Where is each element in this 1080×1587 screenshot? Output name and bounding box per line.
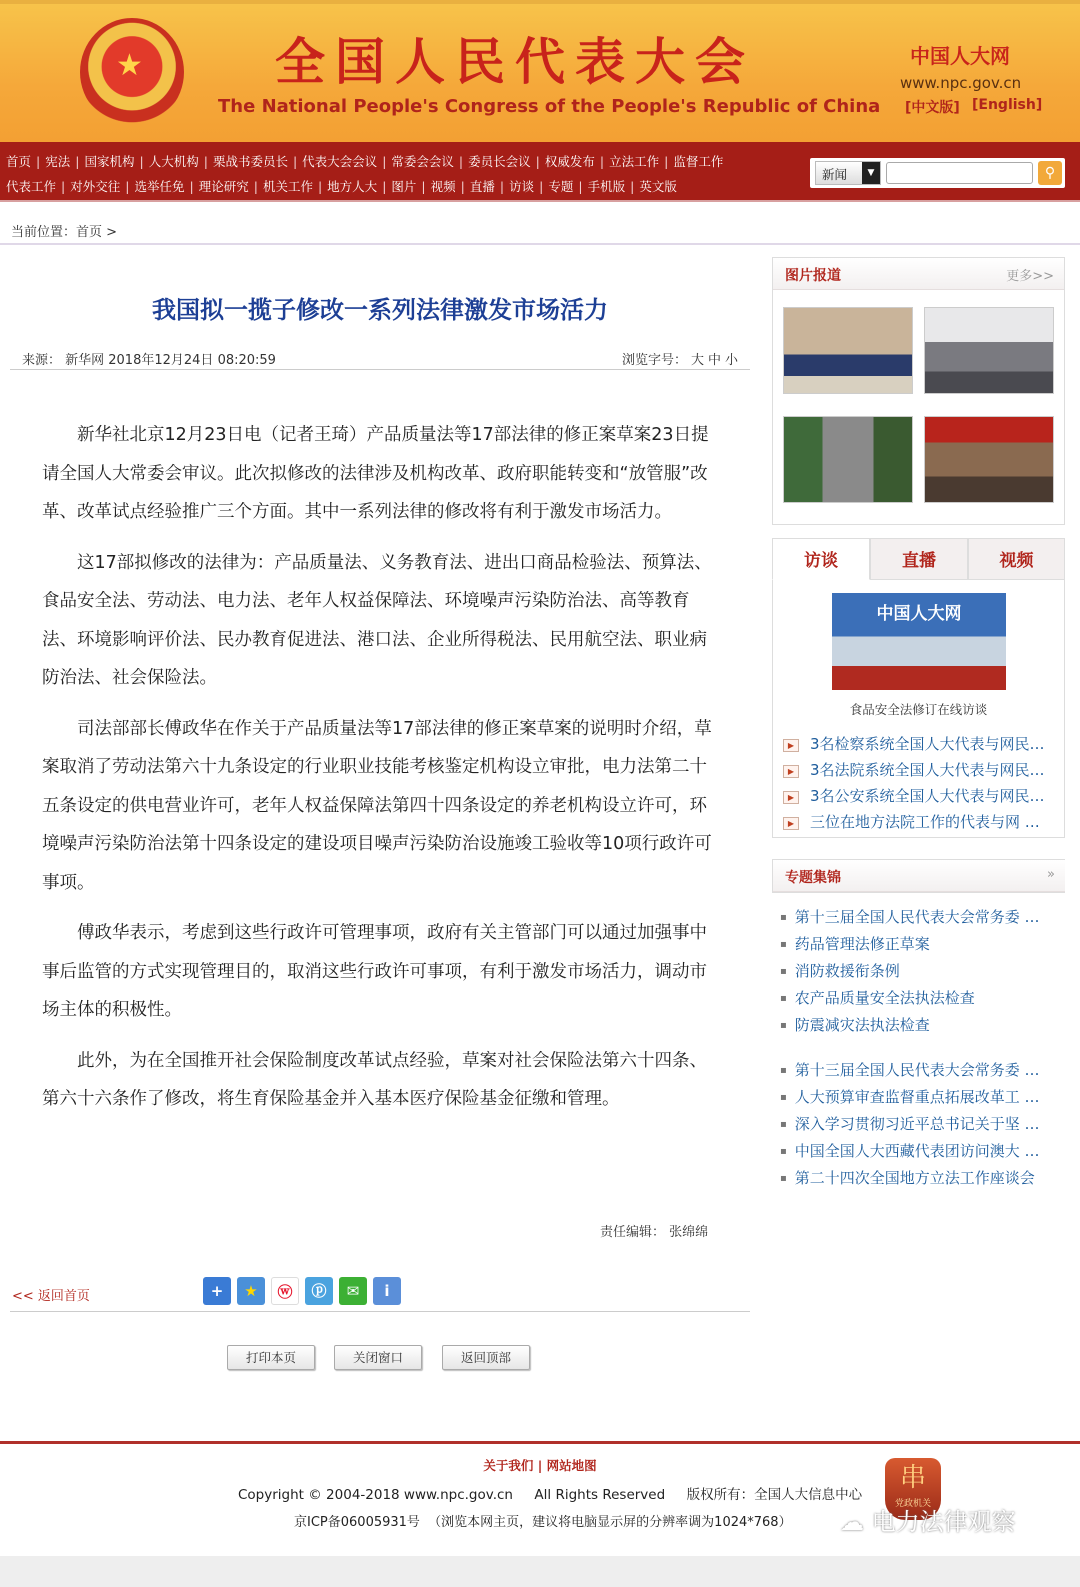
nav-item[interactable]: 手机版 xyxy=(587,179,626,194)
search-icon: ⚲ xyxy=(1044,165,1056,181)
font-small-button[interactable]: 小 xyxy=(724,353,738,368)
list-item-label: 3名法院系统全国人大代表与网民… xyxy=(810,761,1045,779)
share-wechat-icon[interactable]: ✉ xyxy=(339,1277,367,1305)
search-input[interactable] xyxy=(886,162,1033,184)
nav-separator: | xyxy=(499,179,505,194)
nav-separator: | xyxy=(292,154,298,169)
topics-box xyxy=(772,859,1065,893)
nav-item[interactable]: 访谈 xyxy=(509,179,535,194)
topics-header xyxy=(773,860,1065,892)
nav-separator: | xyxy=(421,179,426,194)
topic-item[interactable]: ▪ 农产品质量安全法执法检查 xyxy=(780,985,1040,1012)
site-subtitle: The National People's Congress of the People's Republic of China xyxy=(218,96,881,117)
about-us-link[interactable]: 关于我们 xyxy=(483,1458,534,1473)
video-thumbnail[interactable] xyxy=(832,593,1006,690)
nav-separator: | xyxy=(139,154,144,169)
topic-item[interactable]: ▪ 第二十四次全国地方立法工作座谈会 xyxy=(780,1165,1040,1192)
topic-item[interactable]: ▪ 深入学习贯彻习近平总书记关于坚 … xyxy=(780,1111,1040,1138)
nav-item[interactable]: 委员长会议 xyxy=(468,154,531,169)
nav-item[interactable]: 常委会会议 xyxy=(391,154,454,169)
article-source: 来源： 新华网 2018年12月24日 08:20:59 xyxy=(22,353,276,368)
nav-item[interactable]: 栗战书委员长 xyxy=(212,154,288,169)
nav-separator: | xyxy=(203,154,208,169)
list-item[interactable] xyxy=(783,731,1045,757)
tab-interview[interactable]: 访谈 xyxy=(772,538,870,580)
nav-separator: | xyxy=(125,179,130,194)
wechat-icon: ☁ xyxy=(840,1508,872,1536)
nav-separator: | xyxy=(36,154,41,169)
topic-item[interactable]: ▪ 防震减灾法执法检查 xyxy=(780,1012,1040,1039)
tab-video[interactable]: 视频 xyxy=(968,538,1065,580)
government-badge-label: 党政机关 xyxy=(894,1499,931,1509)
nav-separator: | xyxy=(382,154,387,169)
font-medium-button[interactable]: 中 xyxy=(707,353,721,368)
nav-item[interactable]: 权威发布 xyxy=(544,154,595,169)
search-category-value: 新闻 xyxy=(822,167,848,182)
nav-separator: | xyxy=(460,179,465,194)
print-button[interactable]: 打印本页 xyxy=(227,1345,315,1370)
editor-credit: 责任编辑： 张绵绵 xyxy=(600,1225,709,1240)
share-more-icon[interactable]: + xyxy=(203,1277,231,1305)
list-item-label: 三位在地方法院工作的代表与网 … xyxy=(810,813,1040,831)
nav-item[interactable]: 对外交往 xyxy=(70,179,121,194)
list-item-label: 3名公安系统全国人大代表与网民… xyxy=(810,787,1045,805)
photo-report-header xyxy=(773,258,1064,290)
nav-item[interactable]: 监督工作 xyxy=(673,154,724,169)
site-title: 全国人民代表大会 xyxy=(275,32,755,91)
nav-item[interactable]: 英文版 xyxy=(639,179,677,194)
lang-english-link[interactable]: [English] xyxy=(972,97,1043,113)
article-title: 我国拟一揽子修改一系列法律激发市场活力 xyxy=(152,296,608,324)
nav-separator: | xyxy=(458,154,464,169)
nav-separator: | xyxy=(253,179,258,194)
topic-item[interactable]: ▪ 消防救援衔条例 xyxy=(780,958,1040,985)
nav-row-2 xyxy=(6,177,677,195)
topic-item[interactable]: ▪ 第十三届全国人民代表大会常务委 … xyxy=(780,1057,1040,1084)
nav-separator: | xyxy=(535,154,540,169)
share-tencent-weibo-icon[interactable]: ⓟ xyxy=(305,1277,333,1305)
share-qzone-icon[interactable]: ★ xyxy=(237,1277,265,1305)
list-item[interactable] xyxy=(783,783,1045,809)
topic-item[interactable]: ▪ 中国全国人大西藏代表团访问澳大 … xyxy=(780,1138,1040,1165)
share-renren-icon[interactable]: i xyxy=(373,1277,401,1305)
nav-separator: | xyxy=(189,179,194,194)
nav-item[interactable]: 视频 xyxy=(430,179,456,194)
nav-item[interactable]: 专题 xyxy=(548,179,574,194)
nav-separator: | xyxy=(539,179,544,194)
site-logo[interactable]: 中国人大网 xyxy=(910,44,1010,68)
news-photo[interactable] xyxy=(924,307,1054,394)
nav-item[interactable]: 国家机构 xyxy=(84,154,135,169)
paragraph: 司法部部长傅政华在作关于产品质量法等17部法律的修正案草案的说明时介绍，草案取消了劳动法第六十九条设定的行业职业技能考核鉴定机构设立审批，电力法第二十五条设定的供电营业许可，老年人权益保障法第四十四条设定的养老机构设立许可，环境噪声污染防治法第十四条设定的建设项目噪声污染防治设施竣工验收等10项行政许可事项。 xyxy=(42,718,712,893)
search-button[interactable] xyxy=(1038,161,1062,185)
topic-item[interactable]: ▪ 人大预算审查监督重点拓展改革工 … xyxy=(780,1084,1040,1111)
list-item-label: 3名检察系统全国人大代表与网民… xyxy=(810,735,1045,753)
nav-separator: | xyxy=(61,179,66,194)
share-bar xyxy=(203,1277,401,1305)
nav-separator: | xyxy=(599,154,605,169)
font-size-controls xyxy=(622,349,738,368)
nav-item[interactable]: 代表工作 xyxy=(6,179,57,194)
divider xyxy=(0,243,1080,245)
dropdown-arrow-icon: ▼ xyxy=(862,162,880,184)
news-photo[interactable] xyxy=(783,307,913,394)
back-to-top-button[interactable]: 返回顶部 xyxy=(442,1345,530,1370)
nav-separator: | xyxy=(630,179,635,194)
nav-item[interactable]: 地方人大 xyxy=(327,179,378,194)
wechat-watermark: ☁ 电力法律观察 xyxy=(840,1508,1016,1536)
divider xyxy=(10,1311,750,1312)
news-photo[interactable] xyxy=(924,416,1054,503)
topics-list-1 xyxy=(780,904,1040,1039)
nav-separator: | xyxy=(664,154,669,169)
nav-item[interactable]: 理论研究 xyxy=(198,179,249,194)
footer-links: 关于我们 | 网站地图 xyxy=(483,1458,597,1473)
font-size-label: 浏览字号： xyxy=(621,353,687,368)
close-window-button[interactable]: 关闭窗口 xyxy=(334,1345,422,1370)
nav-item[interactable]: 首页 xyxy=(6,154,32,169)
nav-item[interactable]: 直播 xyxy=(469,179,495,194)
topics-title: 专题集锦 xyxy=(785,870,841,886)
site-url: www.npc.gov.cn xyxy=(900,74,1022,92)
share-weibo-icon[interactable]: ⓦ xyxy=(271,1277,299,1305)
photo-report-title: 图片报道 xyxy=(785,268,841,284)
video-caption[interactable]: 食品安全法修订在线访谈 xyxy=(849,702,988,717)
back-home-link[interactable]: << 返回首页 xyxy=(12,1289,90,1304)
arrow-icon: ▶ xyxy=(783,817,799,830)
topics-list-2 xyxy=(780,1057,1040,1192)
icp-record: 京ICP备06005931号 （浏览本网主页，建议将电脑显示屏的分辨率调为1024*768） xyxy=(294,1515,792,1530)
government-badge-icon: 串 xyxy=(899,1463,926,1493)
news-photo[interactable] xyxy=(783,416,913,503)
nav-item[interactable]: 选举任免 xyxy=(134,179,185,194)
paragraph: 这17部拟修改的法律为：产品质量法、义务教育法、进出口商品检验法、预算法、食品安全法、劳动法、电力法、老年人权益保障法、环境噪声污染防治法、高等教育法、环境影响评价法、民办教育促进法、港口法、企业所得税法、民用航空法、职业病防治法、社会保险法。 xyxy=(42,552,712,688)
nav-separator: | xyxy=(75,154,80,169)
sitemap-link[interactable]: 网站地图 xyxy=(546,1458,597,1473)
nav-item[interactable]: 人大机构 xyxy=(148,154,199,169)
nav-item[interactable]: 图片 xyxy=(391,179,417,194)
video-overlay-text: 中国人大网 xyxy=(876,604,962,624)
arrow-icon: ▶ xyxy=(783,739,799,752)
tab-live[interactable]: 直播 xyxy=(870,538,968,580)
nav-item[interactable]: 立法工作 xyxy=(609,154,660,169)
paragraph: 新华社北京12月23日电（记者王琦）产品质量法等17部法律的修正案草案23日提请全国人大常委会审议。此次拟修改的法律涉及机构改革、政府职能转变和“放管服”改革、改革试点经验推广三个方面。其中一系列法律的修改将有利于激发市场活力。 xyxy=(42,425,709,522)
arrow-icon: ▶ xyxy=(783,765,799,778)
national-emblem-icon: ★ xyxy=(80,18,184,126)
topic-item[interactable]: ▪ 第十三届全国人民代表大会常务委 … xyxy=(780,904,1040,931)
article-meta xyxy=(10,346,750,370)
list-item[interactable] xyxy=(783,757,1045,783)
list-item[interactable] xyxy=(783,809,1045,835)
lang-chinese-link[interactable]: [中文版] xyxy=(905,100,960,116)
nav-row-1 xyxy=(6,152,723,170)
nav-separator: | xyxy=(578,179,583,194)
interview-list xyxy=(783,731,1045,835)
nav-separator: | xyxy=(382,179,387,194)
nav-item[interactable]: 宪法 xyxy=(45,154,71,169)
more-link[interactable]: 更多>> xyxy=(1006,269,1054,284)
paragraph: 傅政华表示，考虑到这些行政许可管理事项，政府有关主管部门可以通过加强事中事后监管的方式实现管理目的，取消这些行政许可事项，有利于激发市场活力，调动市场主体的积极性。 xyxy=(42,923,707,1020)
topic-item[interactable]: ▪ 药品管理法修正草案 xyxy=(780,931,1040,958)
topics-more-icon[interactable]: » xyxy=(1047,867,1055,882)
breadcrumb: 当前位置：首页 > xyxy=(11,225,118,240)
article-body xyxy=(42,416,722,1131)
footer-divider xyxy=(0,1441,1080,1444)
nav-item[interactable]: 机关工作 xyxy=(262,179,313,194)
nav-separator: | xyxy=(317,179,323,194)
font-large-button[interactable]: 大 xyxy=(690,353,704,368)
copyright: Copyright © 2004-2018 www.npc.gov.cn All Rights Reserved 版权所有：全国人大信息中心 xyxy=(238,1487,863,1503)
arrow-icon: ▶ xyxy=(783,791,799,804)
nav-item[interactable]: 代表大会会议 xyxy=(302,154,378,169)
paragraph: 此外，为在全国推开社会保险制度改革试点经验，草案对社会保险法第六十四条、第六十六条作了修改，将生育保险基金并入基本医疗保险基金征缴和管理。 xyxy=(42,1050,707,1109)
search-category-select[interactable] xyxy=(815,161,881,185)
bottom-band xyxy=(0,1556,1080,1587)
